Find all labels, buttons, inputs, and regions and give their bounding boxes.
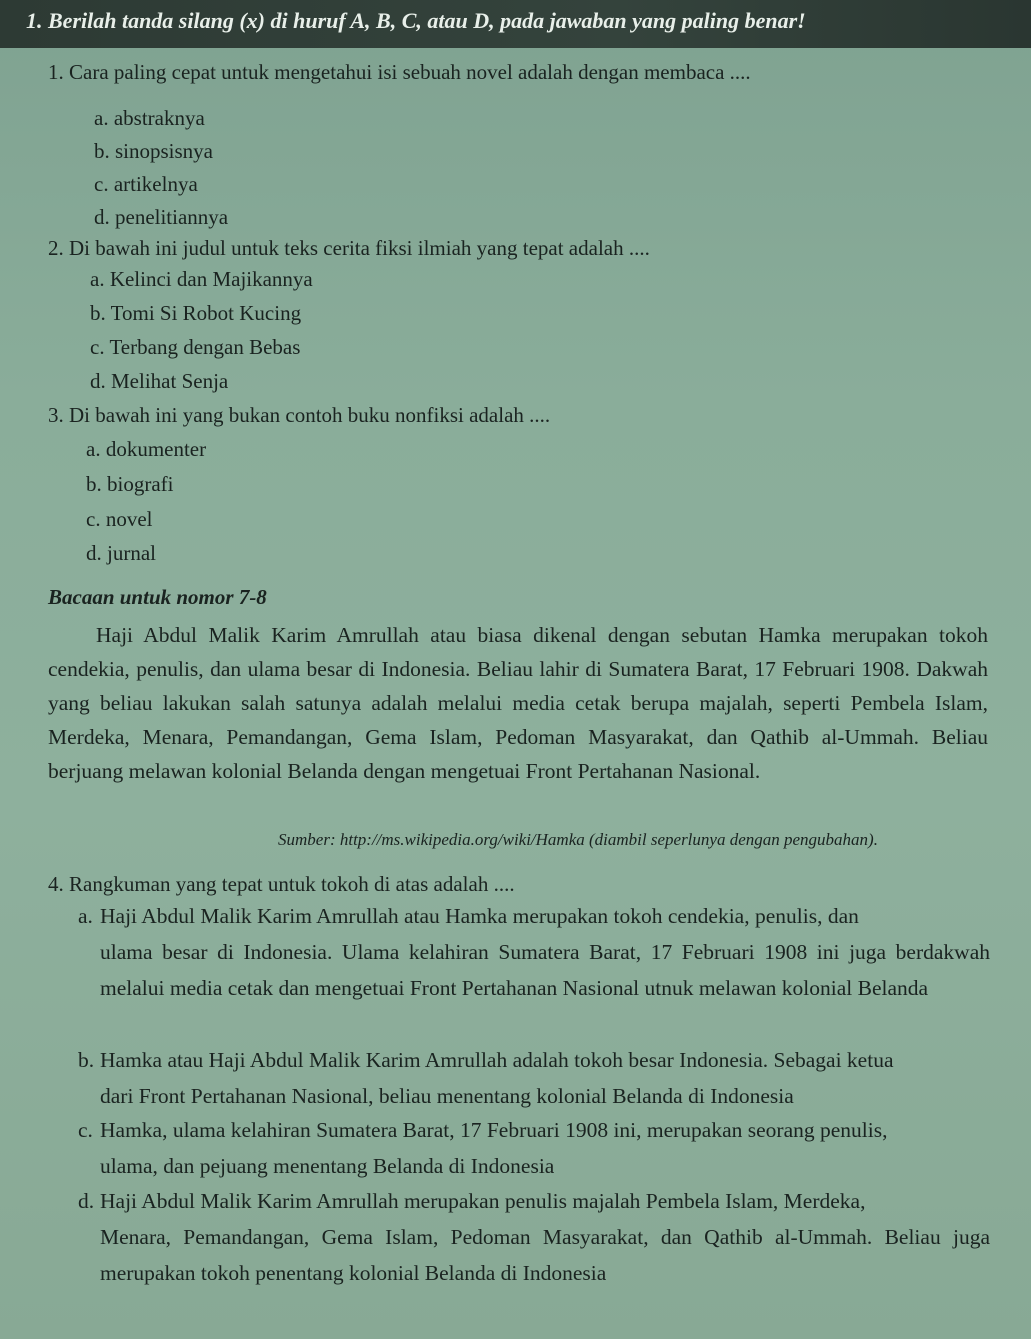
option-text: Hamka atau Haji Abdul Malik Karim Amrullah adalah tokoh besar Indonesia. Sebagai ketua	[100, 1048, 894, 1072]
reading-source: Sumber: http://ms.wikipedia.org/wiki/Hamka (diambil seperlunya dengan pengubahan).	[278, 830, 878, 849]
question-3	[48, 403, 550, 428]
question-number: 2.	[48, 236, 64, 260]
option-label: d.	[78, 1189, 95, 1213]
question-number: 1.	[48, 60, 64, 84]
q4-option-c[interactable]	[78, 1112, 990, 1184]
option-text: Hamka, ulama kelahiran Sumatera Barat, 17 Februari 1908 ini, merupakan seorang penulis,	[100, 1118, 888, 1142]
q2-option-a[interactable]: a. Kelinci dan Majikannya	[90, 267, 313, 291]
question-text: Di bawah ini judul untuk teks cerita fiksi ilmiah yang tepat adalah ....	[69, 236, 650, 260]
instruction-text: 1. Berilah tanda silang (x) di huruf A, B, C, atau D, pada jawaban yang paling benar!	[26, 8, 806, 33]
question-1	[48, 60, 751, 85]
q1-option-c[interactable]: c. artikelnya	[94, 172, 198, 196]
question-4	[48, 872, 515, 897]
reading-passage	[48, 618, 988, 788]
option-text-continued: ulama besar di Indonesia. Ulama kelahiran Sumatera Barat, 17 Februari 1908 ini juga berdakwah melalui media cetak dan mengetuai Front Pertahanan Nasional utnuk melawan kolonial Belanda	[100, 940, 990, 1000]
option-text: Haji Abdul Malik Karim Amrullah merupakan penulis majalah Pembela Islam, Merdeka,	[100, 1189, 866, 1213]
q3-option-c[interactable]: c. novel	[86, 507, 153, 531]
question-2	[48, 236, 650, 261]
q1-option-b[interactable]: b. sinopsisnya	[94, 139, 214, 163]
reading-paragraph: Haji Abdul Malik Karim Amrullah atau biasa dikenal dengan sebutan Hamka merupakan tokoh cendekia, penulis, dan ulama besar di Indonesia. Beliau lahir di Sumatera Barat, 17 Februari 1908. Dakwah yang beliau lakukan salah satunya adalah melalui media cetak berupa majalah, seperti Pembela Islam, Merdeka, Menara, Pemandangan, Gema Islam, Pedoman Masyarakat, dan Qathib al-Ummah. Beliau berjuang melawan kolonial Belanda dengan mengetuai Front Pertahanan Nasional.	[48, 623, 988, 783]
option-text: Haji Abdul Malik Karim Amrullah atau Hamka merupakan tokoh cendekia, penulis, dan	[100, 904, 859, 928]
question-text: Cara paling cepat untuk mengetahui isi sebuah novel adalah dengan membaca ....	[69, 60, 751, 84]
q2-option-b[interactable]: b. Tomi Si Robot Kucing	[90, 301, 302, 325]
instruction-banner	[0, 0, 1031, 48]
q1-option-d[interactable]: d. penelitiannya	[94, 205, 229, 229]
question-number: 3.	[48, 403, 64, 427]
question-text: Di bawah ini yang bukan contoh buku nonfiksi adalah ....	[69, 403, 551, 427]
question-text: Rangkuman yang tepat untuk tokoh di atas adalah ....	[69, 872, 515, 896]
q4-option-d[interactable]	[78, 1183, 990, 1291]
q4-option-a[interactable]	[78, 898, 990, 1006]
option-label: c.	[78, 1118, 93, 1142]
q4-option-b[interactable]	[78, 1042, 990, 1114]
option-text-continued: dari Front Pertahanan Nasional, beliau menentang kolonial Belanda di Indonesia	[100, 1084, 794, 1108]
option-label: b.	[78, 1048, 95, 1072]
q1-option-a[interactable]: a. abstraknya	[94, 106, 205, 130]
question-number: 4.	[48, 872, 64, 896]
q3-option-a[interactable]: a. dokumenter	[86, 437, 207, 461]
option-label: a.	[78, 904, 93, 928]
q3-option-b[interactable]: b. biografi	[86, 472, 174, 496]
q3-option-d[interactable]: d. jurnal	[86, 541, 156, 565]
q2-option-c[interactable]: c. Terbang dengan Bebas	[90, 335, 301, 359]
q2-option-d[interactable]: d. Melihat Senja	[90, 369, 229, 393]
option-text-continued: Menara, Pemandangan, Gema Islam, Pedoman Masyarakat, dan Qathib al-Ummah. Beliau juga merupakan tokoh penentang kolonial Belanda di Indonesia	[100, 1225, 990, 1285]
option-text-continued: ulama, dan pejuang menentang Belanda di Indonesia	[100, 1154, 555, 1178]
reading-title: Bacaan untuk nomor 7-8	[48, 585, 267, 609]
